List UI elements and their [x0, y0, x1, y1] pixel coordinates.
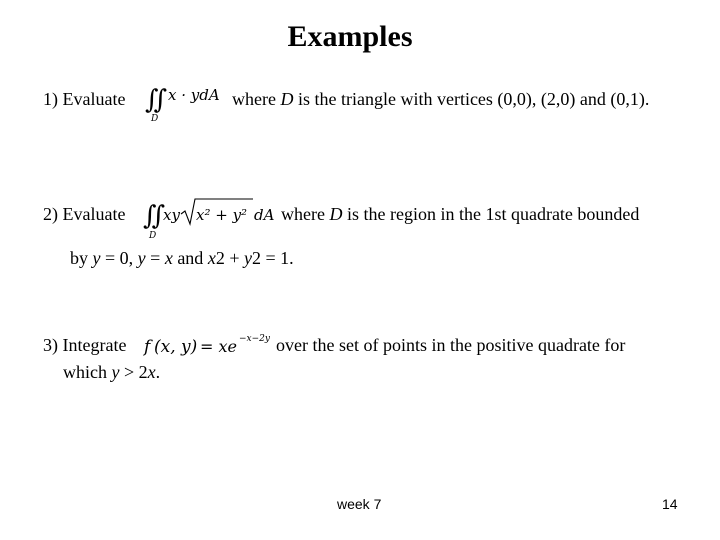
- integrand-prefix: xy: [163, 206, 180, 224]
- integral-region-label: D: [149, 231, 157, 241]
- problem-1-integral: [143, 76, 229, 124]
- problem-1-region-var: D: [280, 89, 294, 109]
- page-number: 14: [662, 496, 678, 512]
- problem-2-integral: [141, 190, 277, 242]
- problem-2-text-a: where: [281, 204, 330, 224]
- problem-2-l2-e: 2 +: [215, 248, 244, 268]
- integrand: x · ydA: [168, 86, 220, 104]
- problem-2-l2-a: by: [70, 248, 93, 268]
- problem-2-text: [281, 204, 639, 225]
- function-expression: = xe: [200, 337, 237, 356]
- footer-week-label: week 7: [337, 496, 382, 512]
- problem-3-l2-y: y: [111, 362, 120, 382]
- problem-3-l2-a: which: [63, 362, 112, 382]
- function-name: f: [144, 337, 151, 357]
- problem-1-label: 1) Evaluate: [43, 89, 126, 109]
- problem-2-label: 2) Evaluate: [43, 204, 126, 224]
- problem-2-region-var: D: [329, 204, 343, 224]
- problem-3-l2-b: > 2: [119, 362, 148, 382]
- problem-3-label: 3) Integrate: [43, 335, 127, 355]
- problem-3-line-2: [63, 362, 160, 383]
- slide-title: Examples: [287, 20, 413, 53]
- function-exponent: −x−2y: [239, 334, 270, 344]
- problem-3-l2-c: .: [155, 362, 161, 382]
- problem-1-text-b: is the triangle with vertices (0,0), (2,0) and (0,1).: [293, 89, 650, 109]
- problem-2-l2-x1: x: [164, 248, 173, 268]
- problem-2-l2-b: = 0,: [100, 248, 138, 268]
- problem-2-line-2: [70, 248, 294, 269]
- problem-3-function: [142, 326, 270, 362]
- problem-2-l2-x2: x: [207, 248, 216, 268]
- problem-2-l2-d: and: [172, 248, 208, 268]
- problem-3-text: over the set of points in the positive quadrate for: [276, 335, 626, 355]
- integral-region-label: D: [151, 114, 159, 124]
- problem-2-l2-y1: y: [92, 248, 101, 268]
- function-arguments: (x, y): [154, 337, 198, 357]
- problem-2-l2-y3: y: [243, 248, 252, 268]
- problem-1-text-a: where: [232, 89, 281, 109]
- double-integral-sign: ∬: [145, 85, 168, 115]
- problem-2-l2-y2: y: [137, 248, 146, 268]
- double-integral-sign: ∬: [143, 201, 166, 231]
- problem-3-l2-x: x: [147, 362, 156, 382]
- problem-2-l2-c: =: [145, 248, 165, 268]
- radicand: x² + y²: [196, 206, 248, 224]
- problem-2-l2-f: 2 = 1.: [251, 248, 294, 268]
- problem-2-text-b: is the region in the 1st quadrate bounded: [342, 204, 640, 224]
- integrand-suffix: dA: [254, 206, 275, 224]
- problem-1-text: [232, 89, 649, 110]
